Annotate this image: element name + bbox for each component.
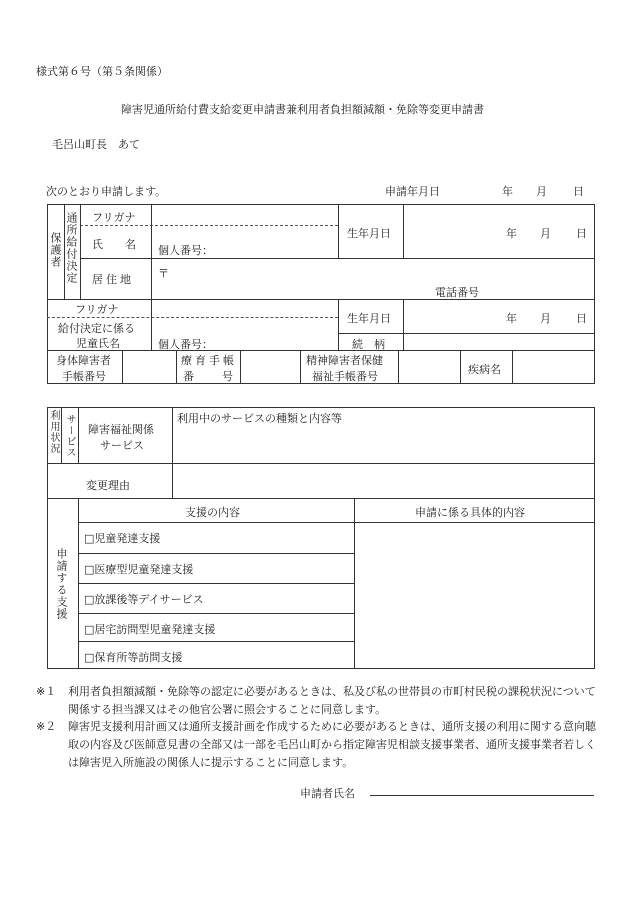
note-2 xyxy=(36,718,596,772)
child-dob-label: 生年月日 xyxy=(347,312,391,325)
note-1 xyxy=(36,683,596,719)
guardian-personal-number[interactable]: 個人番号： xyxy=(158,244,213,257)
option-nursery-visit-support[interactable]: □保育所等訪問支援 xyxy=(84,651,183,664)
service-label: サービス xyxy=(64,414,75,458)
phone-label: 電話番号 xyxy=(435,286,479,299)
application-date-label: 申請年月日 xyxy=(385,185,440,198)
option-child-development[interactable]: □児童発達支援 xyxy=(84,532,161,545)
option-after-school-day-service[interactable]: □放課後等デイサービス xyxy=(84,593,204,606)
note-1-text: 利用者負担額減額・免除等の認定に必要があるときは、私及び私の世帯員の市町村民税の課税状況について関係する担当課又はその他官公署に照会することに同意します。 xyxy=(68,685,596,716)
child-label-line2: 児童氏名 xyxy=(76,337,120,350)
child-dob-month[interactable]: 月 xyxy=(540,312,551,325)
disease-label: 疾病名 xyxy=(468,363,501,376)
guardian-section-label: 保護者 xyxy=(49,232,62,268)
detail-content-header: 申請に係る具体的内容 xyxy=(415,506,525,519)
option-home-visit-child-development[interactable]: □居宅訪問型児童発達支援 xyxy=(84,623,216,636)
furigana-label: フリガナ xyxy=(92,211,136,224)
welfare-service-label-1: 障害福祉関係 xyxy=(88,423,154,436)
apply-support-label: 申請する支援 xyxy=(55,548,68,620)
ryoiku-handbook-label-2: 番 号 xyxy=(183,370,235,383)
form-number: 様式第６号（第５条関係） xyxy=(36,65,168,78)
usage-status-label: 利用状況 xyxy=(48,410,59,454)
child-label-line1: 給付決定に係る xyxy=(58,322,135,335)
postal-mark[interactable]: 〒 xyxy=(158,267,169,280)
mental-handbook-label-2: 福祉手帳番号 xyxy=(312,370,378,383)
date-month[interactable]: 月 xyxy=(536,185,547,198)
guardian-dob-day[interactable]: 日 xyxy=(576,227,587,240)
ryoiku-handbook-label-1: 療育手帳 xyxy=(181,354,237,367)
dob-label: 生年月日 xyxy=(347,227,391,240)
date-year[interactable]: 年 xyxy=(502,185,513,198)
date-day[interactable]: 日 xyxy=(573,185,584,198)
note-1-mark: ※１ xyxy=(36,685,57,698)
child-dob-day[interactable]: 日 xyxy=(576,312,587,325)
intro-text: 次のとおり申請します。 xyxy=(46,185,167,198)
benefit-decision-label: 通所給付決定 xyxy=(65,212,78,284)
change-reason-label: 変更理由 xyxy=(86,479,130,492)
current-service-description[interactable]: 利用中のサービスの種類と内容等 xyxy=(177,412,342,425)
mental-handbook-label-1: 精神障害者保健 xyxy=(306,354,383,367)
option-medical-child-development[interactable]: □医療型児童発達支援 xyxy=(84,563,194,576)
addressee: 毛呂山町長 あて xyxy=(52,138,140,151)
relation-label: 続 柄 xyxy=(352,338,385,351)
applicant-name-line[interactable] xyxy=(370,795,594,796)
note-2-mark: ※２ xyxy=(36,720,57,733)
guardian-dob-month[interactable]: 月 xyxy=(540,227,551,240)
physical-handbook-label-2: 手帳番号 xyxy=(62,370,106,383)
applicant-name-label: 申請者氏名 xyxy=(300,787,355,800)
welfare-service-label-2: サービス xyxy=(100,439,144,452)
child-personal-number[interactable]: 個人番号： xyxy=(158,338,213,351)
form-title: 障害児通所給付費支給変更申請書兼利用者負担額減額・免除等変更申請書 xyxy=(121,103,484,116)
child-furigana-label: フリガナ xyxy=(75,303,119,316)
address-label: 居住地 xyxy=(92,273,134,286)
guardian-dob-year[interactable]: 年 xyxy=(506,227,517,240)
child-dob-year[interactable]: 年 xyxy=(506,312,517,325)
note-2-text: 障害児支援利用計画又は通所支援計画を作成するために必要があるときは、通所支援の利用に関する意向聴取の内容及び医師意見書の全部又は一部を毛呂山町から指定障害児相談支援事業者、通所支援事業者若しくは障害児入所施設の関係人に提示することに同意します。 xyxy=(68,720,596,769)
name-label: 氏 名 xyxy=(92,238,136,251)
support-content-header: 支援の内容 xyxy=(185,506,240,519)
physical-handbook-label-1: 身体障害者 xyxy=(56,354,111,367)
